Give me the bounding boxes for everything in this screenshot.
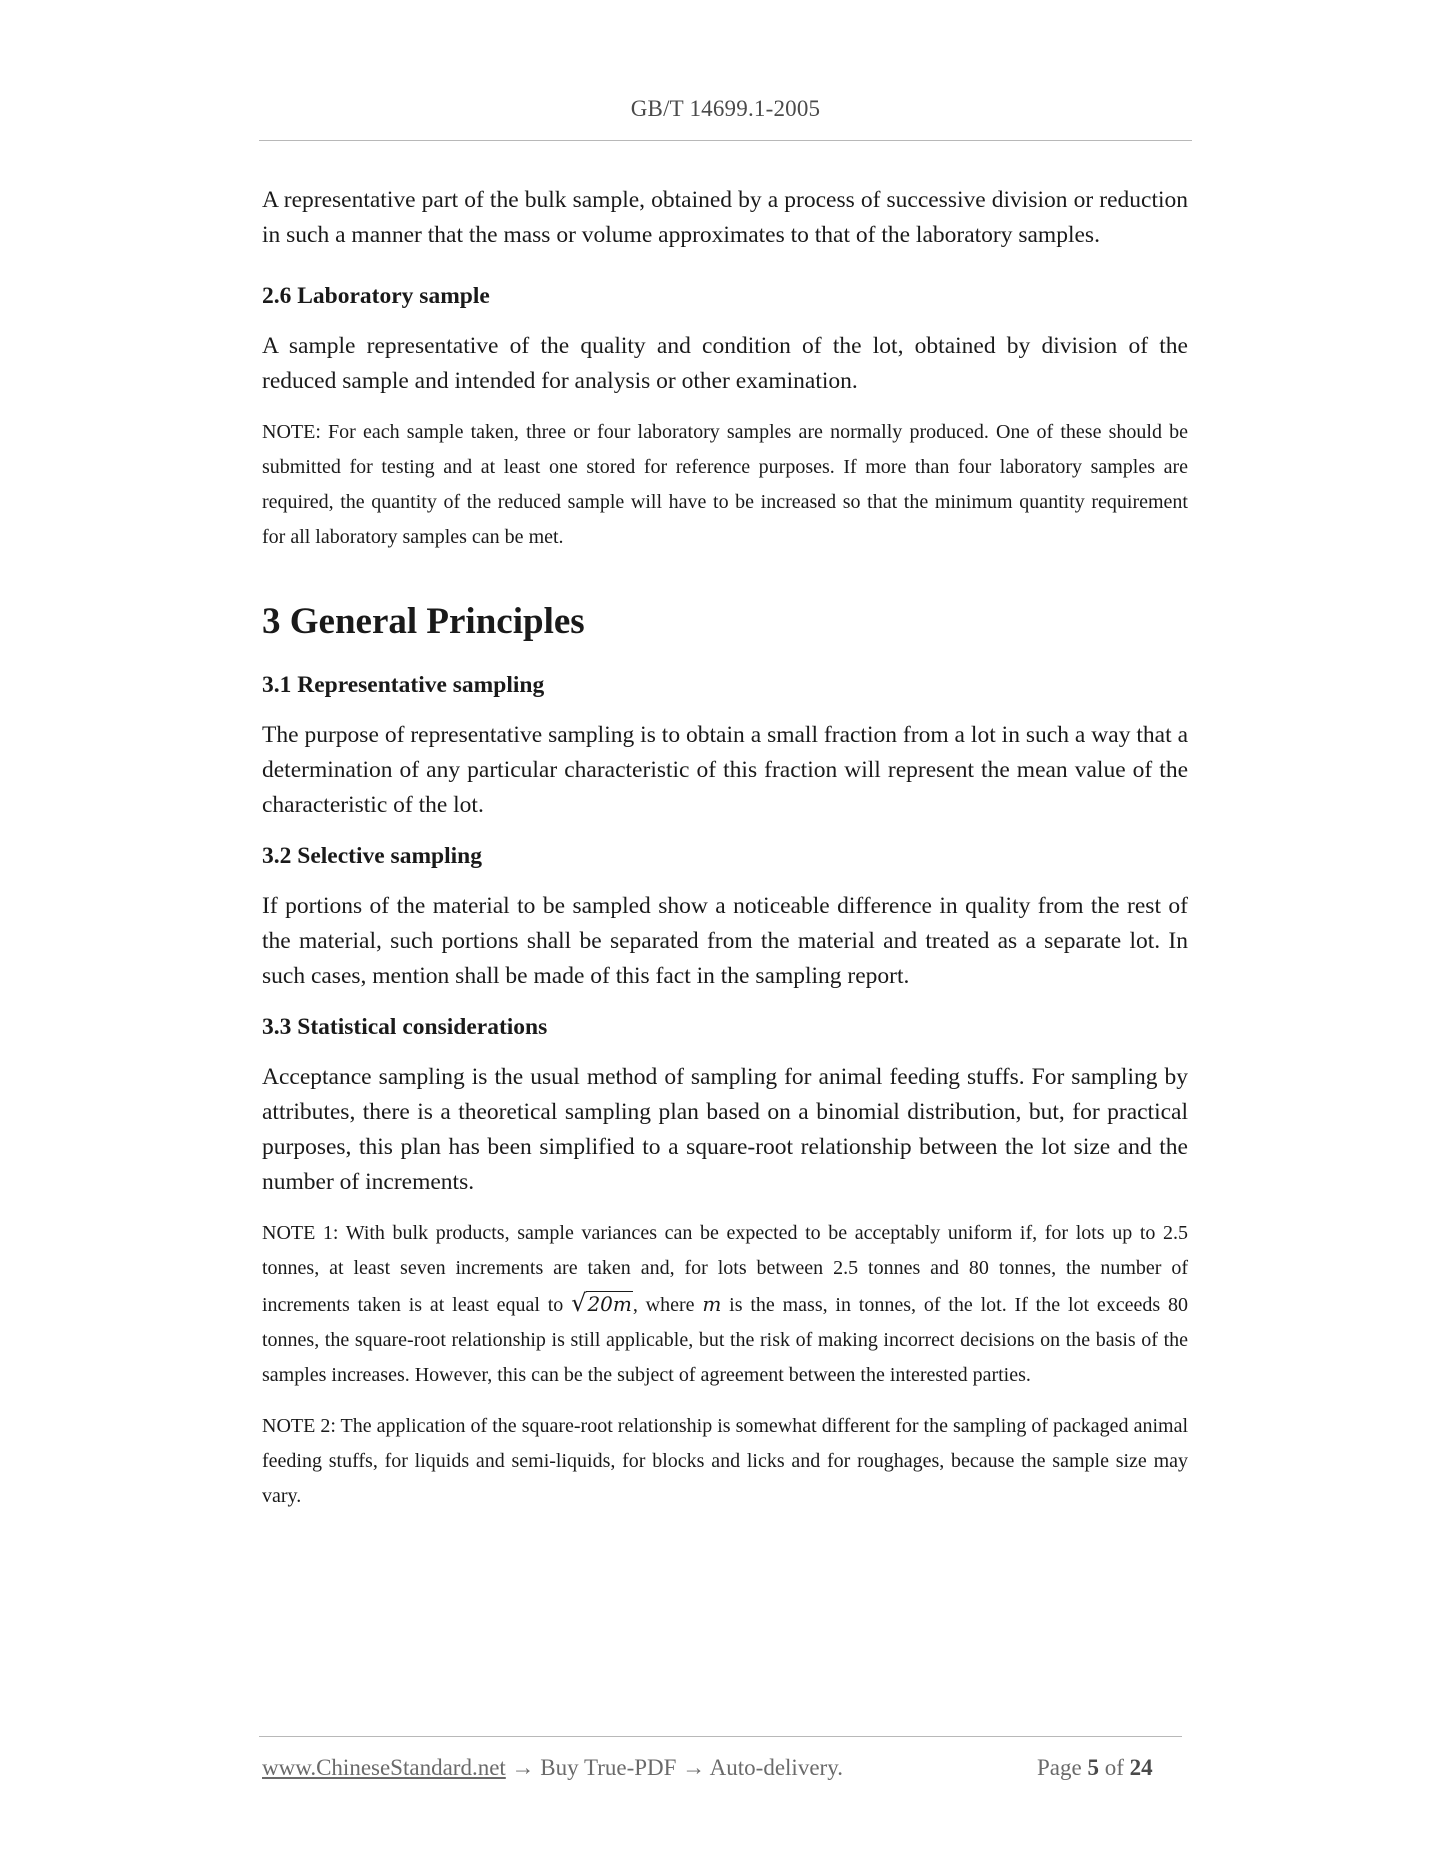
buy-true-pdf-text: Buy True-PDF: [540, 1755, 677, 1780]
document-header: GB/T 14699.1-2005: [630, 96, 821, 121]
page-of: of: [1104, 1755, 1124, 1780]
footer-divider: [259, 1736, 1182, 1737]
page-total: 24: [1129, 1755, 1153, 1780]
auto-delivery-text: Auto-delivery.: [709, 1755, 843, 1780]
website-link[interactable]: www.ChineseStandard.net: [262, 1755, 506, 1780]
header-divider: [259, 140, 1192, 141]
heading-section-3: 3 General Principles: [262, 601, 585, 642]
page-label: Page: [1037, 1755, 1082, 1780]
arrow-right-icon: →: [511, 1755, 535, 1780]
heading-3-1: 3.1 Representative sampling: [262, 672, 545, 698]
page-current: 5: [1087, 1755, 1099, 1780]
page-content: [262, 183, 1188, 1514]
paragraph-2-6: A sample representative of the quality and condition of the lot, obtained by division of the reduced sample and intended for analysis or other examination.: [262, 333, 1188, 394]
heading-2-6: 2.6 Laboratory sample: [262, 283, 490, 309]
variable-m: m: [702, 1292, 722, 1316]
note1-text-a: NOTE 1: With bulk products, sample variances can be expected to be acceptably uniform if, for lots up to 2.5 tonnes, at least seven increments are taken and, for lots between 2.5 tonnes and 80 tonnes, the number of increments taken is at least equal to: [262, 1222, 1188, 1316]
sqrt-radicand: 20m: [587, 1292, 632, 1316]
sqrt-formula: [571, 1286, 633, 1323]
paragraph-3-3: Acceptance sampling is the usual method of sampling for animal feeding stuffs. For sampling by attributes, there is a theoretical sampling plan based on a binomial distribution, but, for practical purposes, this plan has been simplified to a square-root relationship between the lot size and the number of increments.: [262, 1064, 1188, 1195]
note-2-3-3: NOTE 2: The application of the square-root relationship is somewhat different for the sampling of packaged animal feeding stuffs, for liquids and semi-liquids, for blocks and licks and for roughages, because the sample size may vary.: [262, 1415, 1188, 1507]
paragraph-3-1: The purpose of representative sampling is to obtain a small fraction from a lot in such a way that a determination of any particular characteristic of this fraction will represent the mean value of the characteristic of the lot.: [262, 722, 1188, 818]
note-2-6: NOTE: For each sample taken, three or four laboratory samples are normally produced. One of these should be submitted for testing and at least one stored for reference purposes. If more than four laboratory samples are required, the quantity of the reduced sample will have to be increased so that the minimum quantity requirement for all laboratory samples can be met.: [262, 421, 1188, 548]
heading-3-2: 3.2 Selective sampling: [262, 843, 482, 869]
page-number: [1037, 1755, 1153, 1781]
footer-links: [262, 1755, 843, 1781]
intro-paragraph: A representative part of the bulk sample, obtained by a process of successive division or reduction in such a manner that the mass or volume approximates to that of the laboratory samples.: [262, 187, 1188, 248]
note1-text-c: is the mass, in tonnes, of the lot. If the lot exceeds 80 tonnes, the square-root relationship is still applicable, but the risk of making incorrect decisions on the basis of the samples increases. However, this can be the subject of agreement between the interested parties.: [262, 1294, 1188, 1386]
note1-text-b: , where: [632, 1294, 695, 1316]
heading-3-3: 3.3 Statistical considerations: [262, 1014, 548, 1040]
note-1-3-3: [262, 1216, 1188, 1393]
radical-sign: √: [571, 1289, 587, 1317]
paragraph-3-2: If portions of the material to be sampled show a noticeable difference in quality from the rest of the material, such portions shall be separated from the material and treated as a separate lot. In such cases, mention shall be made of this fact in the sampling report.: [262, 893, 1188, 989]
arrow-right-icon: →: [682, 1755, 706, 1780]
